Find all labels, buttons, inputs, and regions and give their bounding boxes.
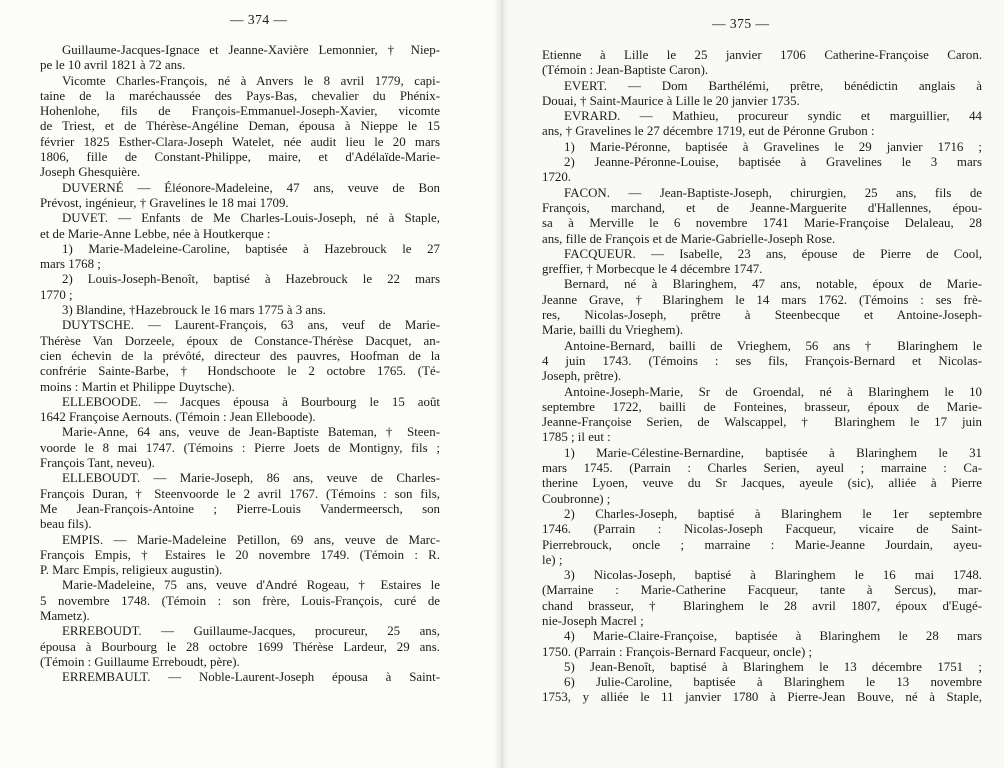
- text-line: P. Marc Empis, religieux augustin).: [40, 563, 223, 578]
- left-page-text: [40, 43, 440, 685]
- right-page-text: [542, 48, 982, 706]
- text-line: François Duran, † Steenvoorde le 2 avril 1767. (Témoins : son fils,: [40, 486, 440, 501]
- text-line: 3) Nicolas-Joseph, baptisé à Blaringhem le 16 mai 1748.: [564, 568, 982, 583]
- text-line: 1) Marie-Péronne, baptisée à Gravelines le 29 janvier 1716 ;: [564, 139, 982, 154]
- text-line: Jeanne-Françoise Serien, de Walscappel, † Blaringhem le 17 juin: [542, 415, 982, 430]
- text-line: Guillaume-Jacques-Ignace et Jeanne-Xavière Lemonnier, † Niep-: [62, 43, 440, 57]
- text-line: 2) Jeanne-Péronne-Louise, baptisée à Gravelines le 3 mars: [564, 155, 982, 170]
- text-line: mars 1768 ;: [40, 257, 101, 272]
- text-line: ELLEBOUDT. — Marie-Joseph, 86 ans, veuve de Charles-: [62, 471, 440, 486]
- text-line: sa à Merville le 6 novembre 1741 Marie-Françoise Delaleau, 28: [542, 216, 982, 231]
- book-gutter-shadow: [494, 0, 510, 768]
- text-line: ERREMBAULT. — Noble-Laurent-Joseph épousa à Saint-: [62, 670, 440, 685]
- text-line: (Témoin : Jean-Baptiste Caron).: [542, 63, 709, 78]
- text-line: François, marchand, et de Jeanne-Marguerite d'Hallennes, épou-: [542, 200, 982, 215]
- text-line: le) ;: [542, 552, 563, 567]
- text-line: 4) Marie-Claire-Françoise, baptisée à Blaringhem le 28 mars: [564, 629, 982, 644]
- text-line: EMPIS. — Marie-Madeleine Petillon, 69 ans, veuve de Marc-: [62, 532, 440, 547]
- text-line: pe le 10 avril 1821 à 72 ans.: [40, 58, 186, 73]
- text-line: taine de la maréchaussée des Pays-Bas, chevalier du Phénix-: [40, 88, 440, 103]
- text-line: Me Jean-François-Antoine ; Pierre-Louis Vandermeersch, son: [40, 501, 440, 516]
- text-line: Vicomte Charles-François, né à Anvers le 8 avril 1779, capi-: [62, 73, 440, 88]
- text-line: 2) Louis-Joseph-Benoît, baptisé à Hazebrouck le 22 mars: [62, 272, 440, 287]
- text-line: ELLEBOODE. — Jacques épousa à Bourbourg le 15 août: [62, 394, 440, 409]
- text-line: FACON. — Jean-Baptiste-Joseph, chirurgien, 25 ans, fils de: [564, 185, 982, 200]
- text-line: DUYTSCHE. — Laurent-François, 63 ans, veuf de Marie-: [62, 318, 440, 333]
- text-line: Douai, † Saint-Maurice à Lille le 20 janvier 1735.: [542, 93, 800, 108]
- text-line: 6) Julie-Caroline, baptisée à Blaringhem le 13 novembre: [564, 675, 982, 690]
- text-line: mars 1745. (Parrain : Charles Serien, ayeul ; marraine : Ca-: [542, 461, 982, 476]
- text-line: 2) Charles-Joseph, baptisé à Blaringhem le 1er septembre: [564, 506, 982, 521]
- text-line: 1785 ; il eut :: [542, 430, 611, 445]
- text-line: épousa à Bourbourg le 28 octobre 1699 Thérèse Lardeur, 29 ans.: [40, 639, 440, 654]
- text-line: cien échevin de la prévôté, directeur des pauvres, Hoofman de la: [40, 348, 440, 363]
- text-line: Prévost, ingénieur, † Gravelines le 18 mai 1709.: [40, 195, 289, 210]
- text-line: chand brasseur, † Blaringhem le 28 avril 1807, époux d'Eugé-: [542, 598, 982, 613]
- text-line: et de Marie-Anne Lebbe, née à Houtkerque :: [40, 226, 271, 241]
- text-line: (Témoin : Guillaume Erreboudt, père).: [40, 654, 240, 669]
- text-line: ERREBOUDT. — Guillaume-Jacques, procureur, 25 ans,: [62, 624, 440, 639]
- text-line: François Empis, † Estaires le 20 novembre 1749. (Témoin : R.: [40, 547, 440, 562]
- text-line: 1) Marie-Célestine-Bernardine, baptisée à Blaringhem le 31: [564, 445, 982, 460]
- text-line: Thérèse Van Dorzeele, époux de Constance-Thérèse Dacquet, an-: [40, 333, 440, 348]
- text-line: Antoine-Joseph-Marie, Sr de Groendal, né à Blaringhem le 10: [564, 384, 982, 399]
- text-line: Marie-Madeleine, 75 ans, veuve d'André Rogeau, † Estaires le: [62, 578, 440, 593]
- page-number: — 374 —: [230, 12, 288, 27]
- text-line: Marie, bailli du Vrieghem).: [542, 323, 684, 338]
- text-line: février 1825 Esther-Clara-Joseph Watelet, née audit lieu le 20 mars: [40, 134, 440, 149]
- text-line: Mametz).: [40, 608, 90, 623]
- text-line: (Marraine : Marie-Catherine Facqueur, tante à Sercus), mar-: [542, 583, 982, 598]
- text-line: 1720.: [542, 170, 572, 185]
- text-line: 3) Blandine, †Hazebrouck le 16 mars 1775 à 3 ans.: [62, 303, 326, 318]
- text-line: François Tant, neveu).: [40, 456, 155, 471]
- text-line: ans, † Gravelines le 27 décembre 1719, eut de Péronne Grubon :: [542, 124, 875, 139]
- text-line: DUVET. — Enfants de Me Charles-Louis-Joseph, né à Staple,: [62, 211, 440, 226]
- text-line: Antoine-Bernard, bailli de Vrieghem, 56 ans † Blaringhem le: [564, 338, 982, 353]
- text-line: 1) Marie-Madeleine-Caroline, baptisée à Hazebrouck le 27: [62, 241, 440, 256]
- text-line: de Triest, et de Thérèse-Angéline Deman, épousa à Nieppe le 15: [40, 119, 440, 134]
- text-line: EVERT. — Dom Barthélémi, prêtre, bénédictin anglais à: [564, 78, 982, 93]
- text-line: Hohenlohe, fils de François-Emmanuel-Joseph-Xavier, vicomte: [40, 104, 440, 119]
- text-line: Joseph, prêtre).: [542, 369, 622, 384]
- text-line: moins : Martin et Philippe Duytsche).: [40, 379, 235, 394]
- text-line: confrérie Sainte-Barbe, † Hondschoote le 2 octobre 1765. (Té-: [40, 364, 440, 379]
- text-line: 1750. (Parrain : François-Bernard Facqueur, oncle) ;: [542, 644, 813, 659]
- text-line: 1642 Françoise Aernouts. (Témoin : Jean Elleboode).: [40, 410, 316, 425]
- text-line: Jeanne Grave, † Blaringhem le 14 mars 1762. (Témoins : ses frè-: [542, 292, 982, 307]
- text-line: EVRARD. — Mathieu, procureur syndic et marguillier, 44: [564, 109, 982, 124]
- text-line: septembre 1722, bailli de Fonteines, brasseur, époux de Marie-: [542, 399, 982, 414]
- text-line: 1746. (Parrain : Nicolas-Joseph Facqueur, vicaire de Saint-: [542, 522, 982, 537]
- text-line: voorde le 8 mai 1747. (Témoins : Pierre Joets de Montigny, fils ;: [40, 440, 440, 455]
- text-line: Joseph Ghesquière.: [40, 165, 141, 180]
- text-line: DUVERNÉ — Éléonore-Madeleine, 47 ans, veuve de Bon: [62, 180, 440, 195]
- text-line: Coubronne) ;: [542, 491, 611, 506]
- text-line: Marie-Anne, 64 ans, veuve de Jean-Baptiste Bateman, † Steen-: [62, 425, 440, 440]
- text-line: FACQUEUR. — Isabelle, 23 ans, épouse de Pierre de Cool,: [564, 246, 982, 261]
- text-line: 5) Jean-Benoît, baptisé à Blaringhem le 13 décembre 1751 ;: [564, 659, 982, 674]
- text-line: 5 novembre 1748. (Témoin : son frère, Louis-François, curé de: [40, 593, 440, 608]
- text-line: 1806, fille de Constant-Philippe, maire, et d'Adélaïde-Marie-: [40, 150, 440, 165]
- text-line: Bernard, né à Blaringhem, 47 ans, notable, époux de Marie-: [564, 277, 982, 292]
- text-line: 1753, y alliée le 11 janvier 1780 à Pierre-Jean Bouve, né à Staple,: [542, 690, 982, 705]
- text-line: therine Lyoen, veuve du Sr Jacques, ayeule (sic), alliée à Pierre: [542, 476, 982, 491]
- text-line: beau fils).: [40, 517, 92, 532]
- page-number: — 375 —: [712, 16, 770, 31]
- right-page: [502, 0, 1004, 768]
- text-line: greffier, † Morbecque le 4 décembre 1747.: [542, 262, 763, 277]
- text-line: Etienne à Lille le 25 janvier 1706 Catherine-Françoise Caron.: [542, 48, 982, 62]
- text-line: res, Nicolas-Joseph, prêtre à Steenbecque et Antoine-Joseph-: [542, 308, 982, 323]
- text-line: 1770 ;: [40, 287, 73, 302]
- text-line: Pierrebrouck, oncle ; marraine : Marie-Jeanne Jourdain, ayeu-: [542, 537, 982, 552]
- text-line: nie-Joseph Macrel ;: [542, 613, 644, 628]
- text-line: ans, fille de François et de Marie-Gabrielle-Joseph Rose.: [542, 231, 836, 246]
- text-line: 4 juin 1743. (Témoins : ses fils, François-Bernard et Nicolas-: [542, 353, 982, 368]
